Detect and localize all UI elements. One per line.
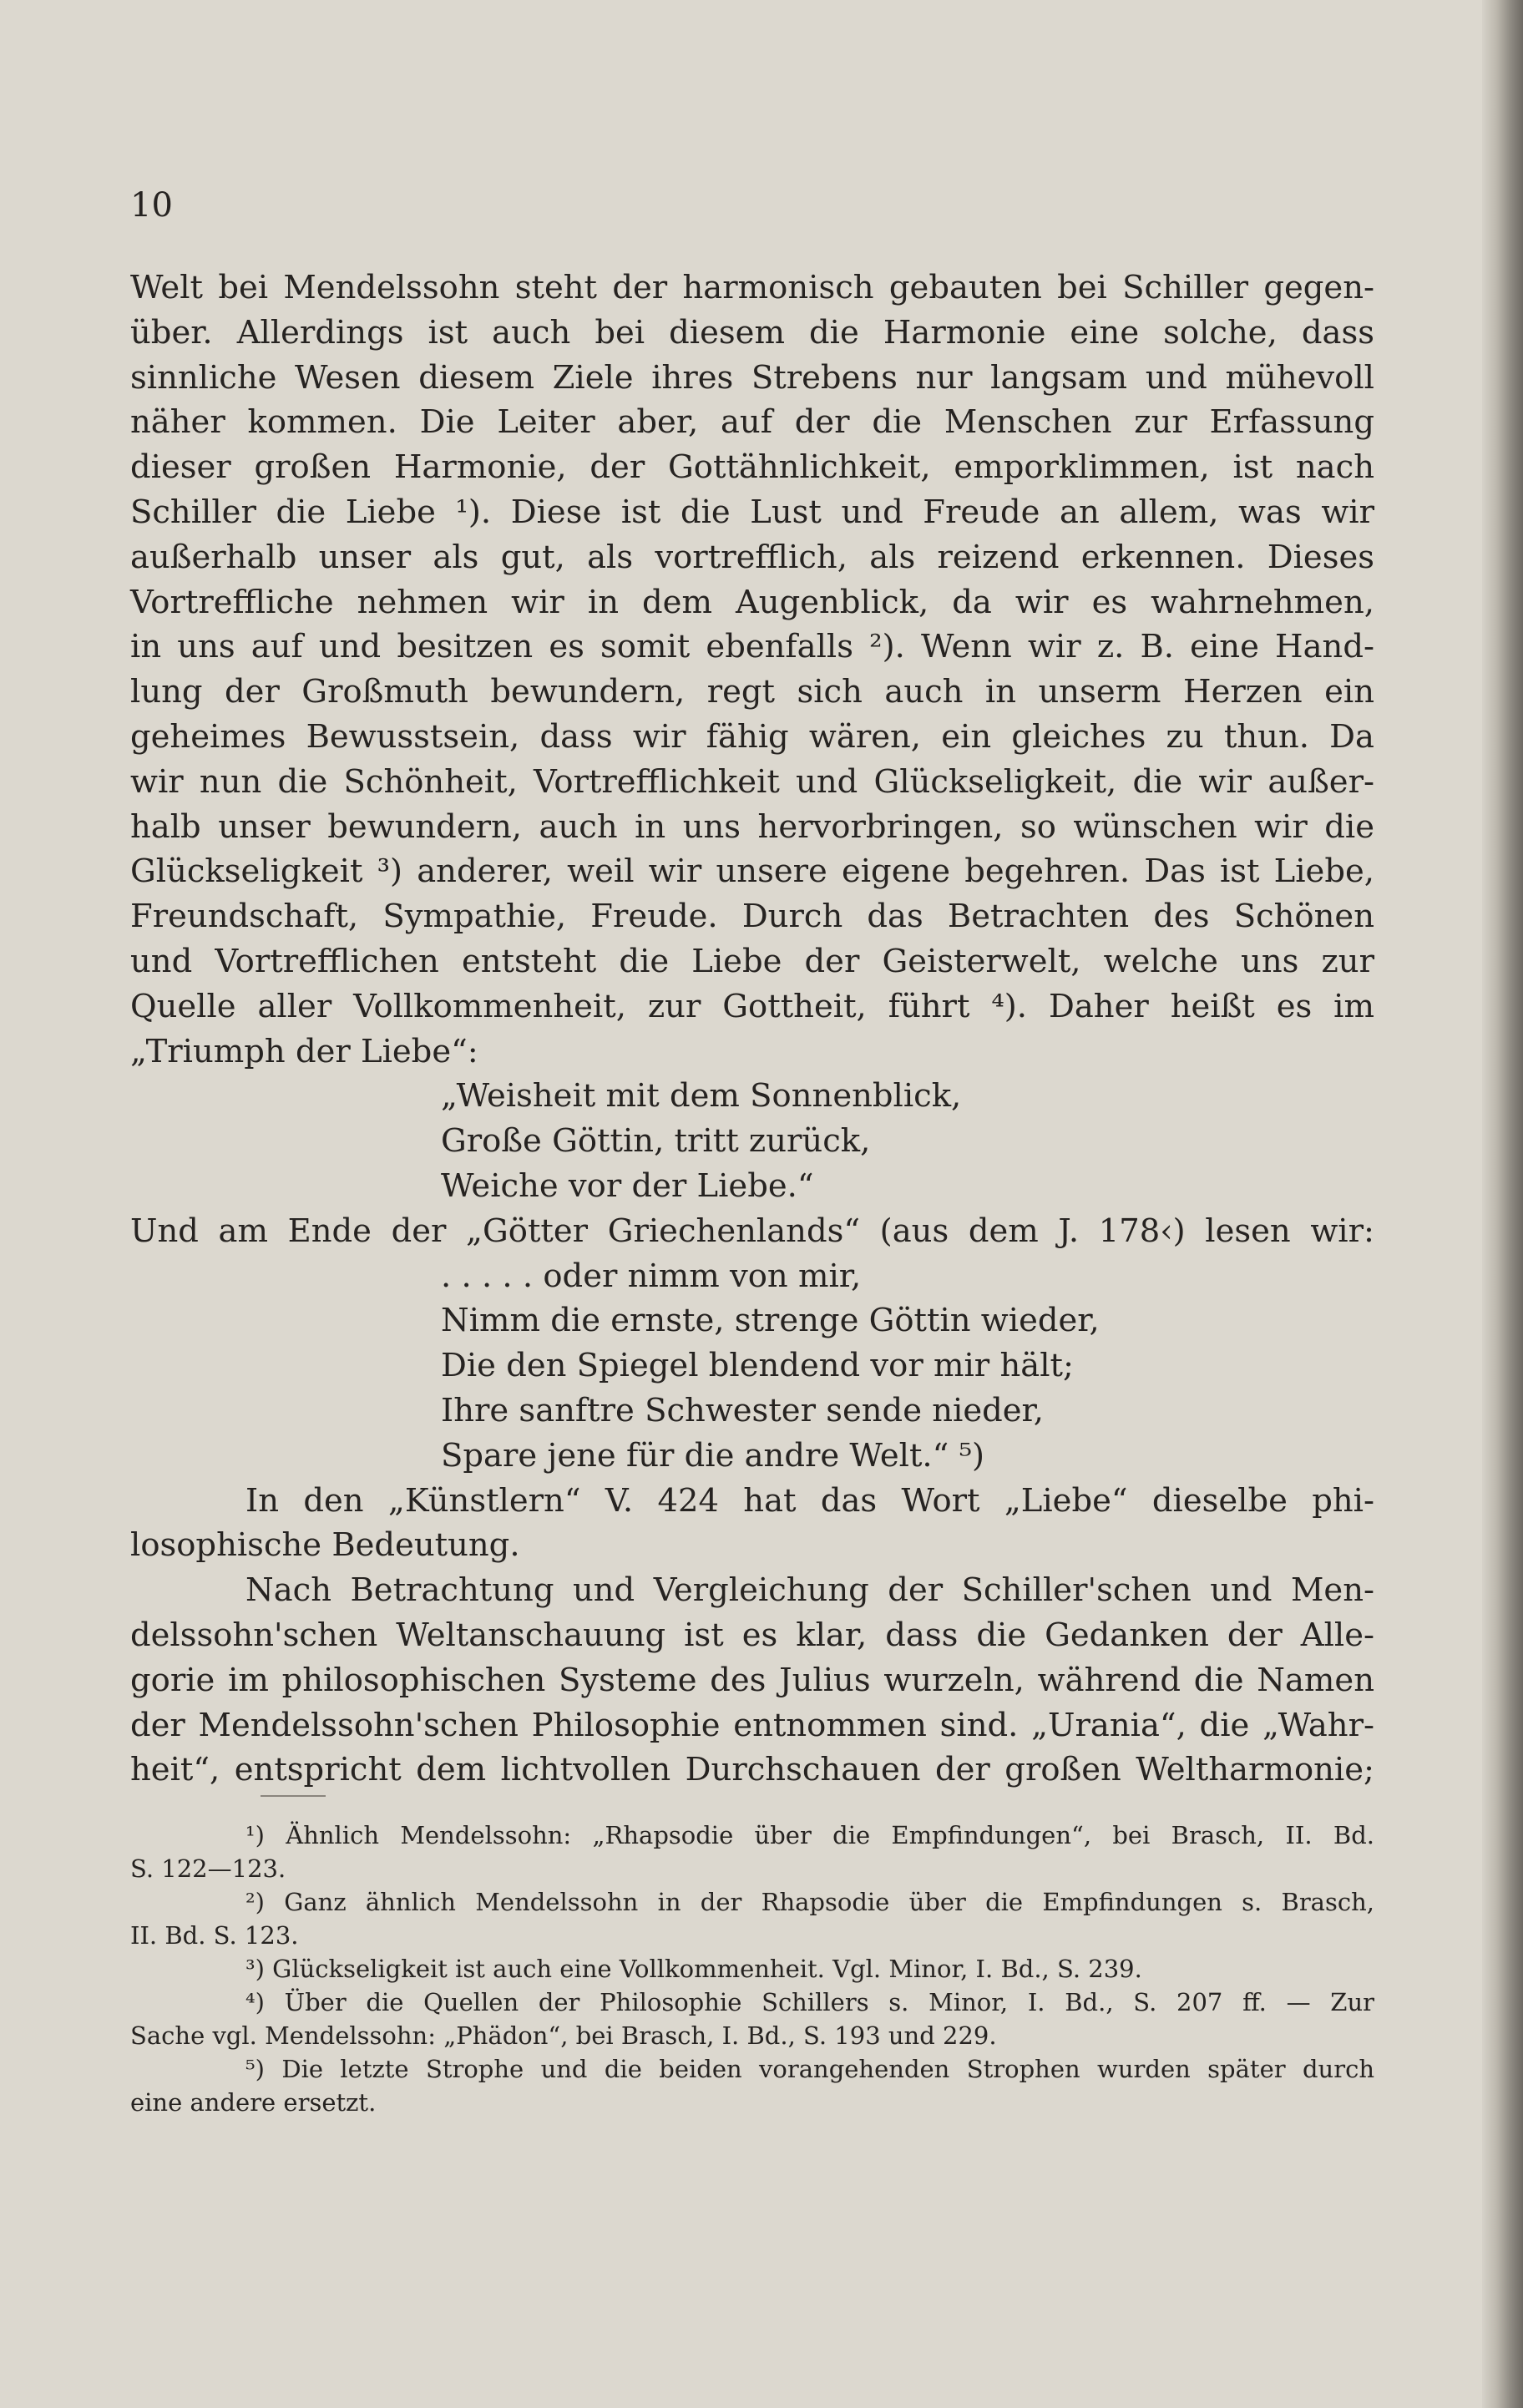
footnote-line: II. Bd. S. 123. <box>130 1921 299 1950</box>
text-line: in uns auf und besitzen es somit ebenfalls ²). Wenn wir z. B. eine Hand- <box>130 628 1374 666</box>
text-line: heit“, entspricht dem lichtvollen Durchschauen der großen Weltharmonie; <box>130 1751 1374 1789</box>
text-line: delssohn'schen Weltanschauung ist es klar, dass die Gedanken der Alle- <box>130 1616 1374 1654</box>
text-line: Quelle aller Vollkommenheit, zur Gottheit, führt ⁴). Daher heißt es im <box>130 987 1374 1025</box>
footnote-line: eine andere ersetzt. <box>130 2088 377 2117</box>
verse-line: Die den Spiegel blendend vor mir hält; <box>441 1347 1074 1385</box>
text-line: „Triumph der Liebe“: <box>130 1032 478 1070</box>
text-line: wir nun die Schönheit, Vortrefflichkeit und Glückseligkeit, die wir außer- <box>130 762 1374 801</box>
footnotes <box>130 1819 1374 2119</box>
footnote-line: ⁴) Über die Quellen der Philosophie Schillers s. Minor, I. Bd., S. 207 ff. — Zur <box>245 1988 1374 2016</box>
text-line: geheimes Bewusstsein, dass wir fähig wären, ein gleiches zu thun. Da <box>130 717 1374 756</box>
text-line: gorie im philosophischen Systeme des Julius wurzeln, während die Namen <box>130 1661 1374 1699</box>
verse-line: Große Göttin, tritt zurück, <box>441 1122 871 1161</box>
footnote-line: S. 122—123. <box>130 1854 286 1883</box>
main-text <box>130 266 1374 1793</box>
footnote-line: ³) Glückseligkeit ist auch eine Vollkommenheit. Vgl. Minor, I. Bd., S. 239. <box>245 1955 1142 1983</box>
text-line: Nach Betrachtung und Vergleichung der Schiller'schen und Men- <box>245 1571 1374 1610</box>
footnote-line: ¹) Ähnlich Mendelssohn: „Rhapsodie über die Empfindungen“, bei Brasch, II. Bd. <box>245 1821 1374 1849</box>
text-line: Welt bei Mendelssohn steht der harmonisch gebauten bei Schiller gegen- <box>130 269 1374 306</box>
text-line: Schiller die Liebe ¹). Diese ist die Lust und Freude an allem, was wir <box>130 493 1374 531</box>
text-line: Glückseligkeit ³) anderer, weil wir unsere eigene begehren. Das ist Liebe, <box>130 852 1374 891</box>
verse-line: Ihre sanftre Schwester sende nieder, <box>441 1391 1044 1429</box>
text-line: Freundschaft, Sympathie, Freude. Durch das Betrachten des Schönen <box>130 898 1374 936</box>
verse-line: . . . . . oder nimm von mir, <box>441 1257 862 1295</box>
page-edge-shadow <box>1482 0 1523 2408</box>
verse-line: Nimm die ernste, strenge Göttin wieder, <box>441 1302 1100 1340</box>
page-number: 10 <box>130 186 173 225</box>
text-line: halb unser bewundern, auch in uns hervorbringen, so wünschen wir die <box>130 807 1374 846</box>
text-line: losophische Bedeutung. <box>130 1526 520 1565</box>
text-line: lung der Großmuth bewundern, regt sich auch in unserm Herzen ein <box>130 673 1374 711</box>
footnote-line: Sache vgl. Mendelssohn: „Phädon“, bei Brasch, I. Bd., S. 193 und 229. <box>130 2021 997 2050</box>
text-line: Und am Ende der „Götter Griechenlands“ (aus dem J. 178‹) lesen wir: <box>130 1212 1374 1250</box>
text-line: Vortreffliche nehmen wir in dem Augenblick, da wir es wahrnehmen, <box>130 583 1374 621</box>
verse-line: „Weisheit mit dem Sonnenblick, <box>441 1077 962 1115</box>
text-line: sinnliche Wesen diesem Ziele ihres Strebens nur langsam und mühevoll <box>130 358 1374 397</box>
verse-line: Weiche vor der Liebe.“ <box>441 1166 814 1205</box>
text-line: In den „Künstlern“ V. 424 hat das Wort „Liebe“ dieselbe phi- <box>245 1481 1374 1520</box>
footnote-line: ²) Ganz ähnlich Mendelssohn in der Rhapsodie über die Empfindungen s. Brasch, <box>245 1888 1374 1916</box>
text-line: über. Allerdings ist auch bei diesem die Harmonie eine solche, dass <box>130 313 1374 352</box>
text-line: der Mendelssohn'schen Philosophie entnommen sind. „Urania“, die „Wahr- <box>130 1706 1374 1744</box>
text-line: außerhalb unser als gut, als vortrefflich, als reizend erkennen. Dieses <box>130 538 1374 576</box>
verse-line: Spare jene für die andre Welt.“ ⁵) <box>441 1436 985 1475</box>
text-line: näher kommen. Die Leiter aber, auf der die Menschen zur Erfassung <box>130 403 1374 442</box>
footnote-divider <box>261 1795 326 1797</box>
text-line: dieser großen Harmonie, der Gottähnlichkeit, emporklimmen, ist nach <box>130 448 1374 487</box>
text-line: und Vortrefflichen entsteht die Liebe der Geisterwelt, welche uns zur <box>130 942 1374 980</box>
footnote-line: ⁵) Die letzte Strophe und die beiden vorangehenden Strophen wurden später durch <box>245 2055 1374 2083</box>
